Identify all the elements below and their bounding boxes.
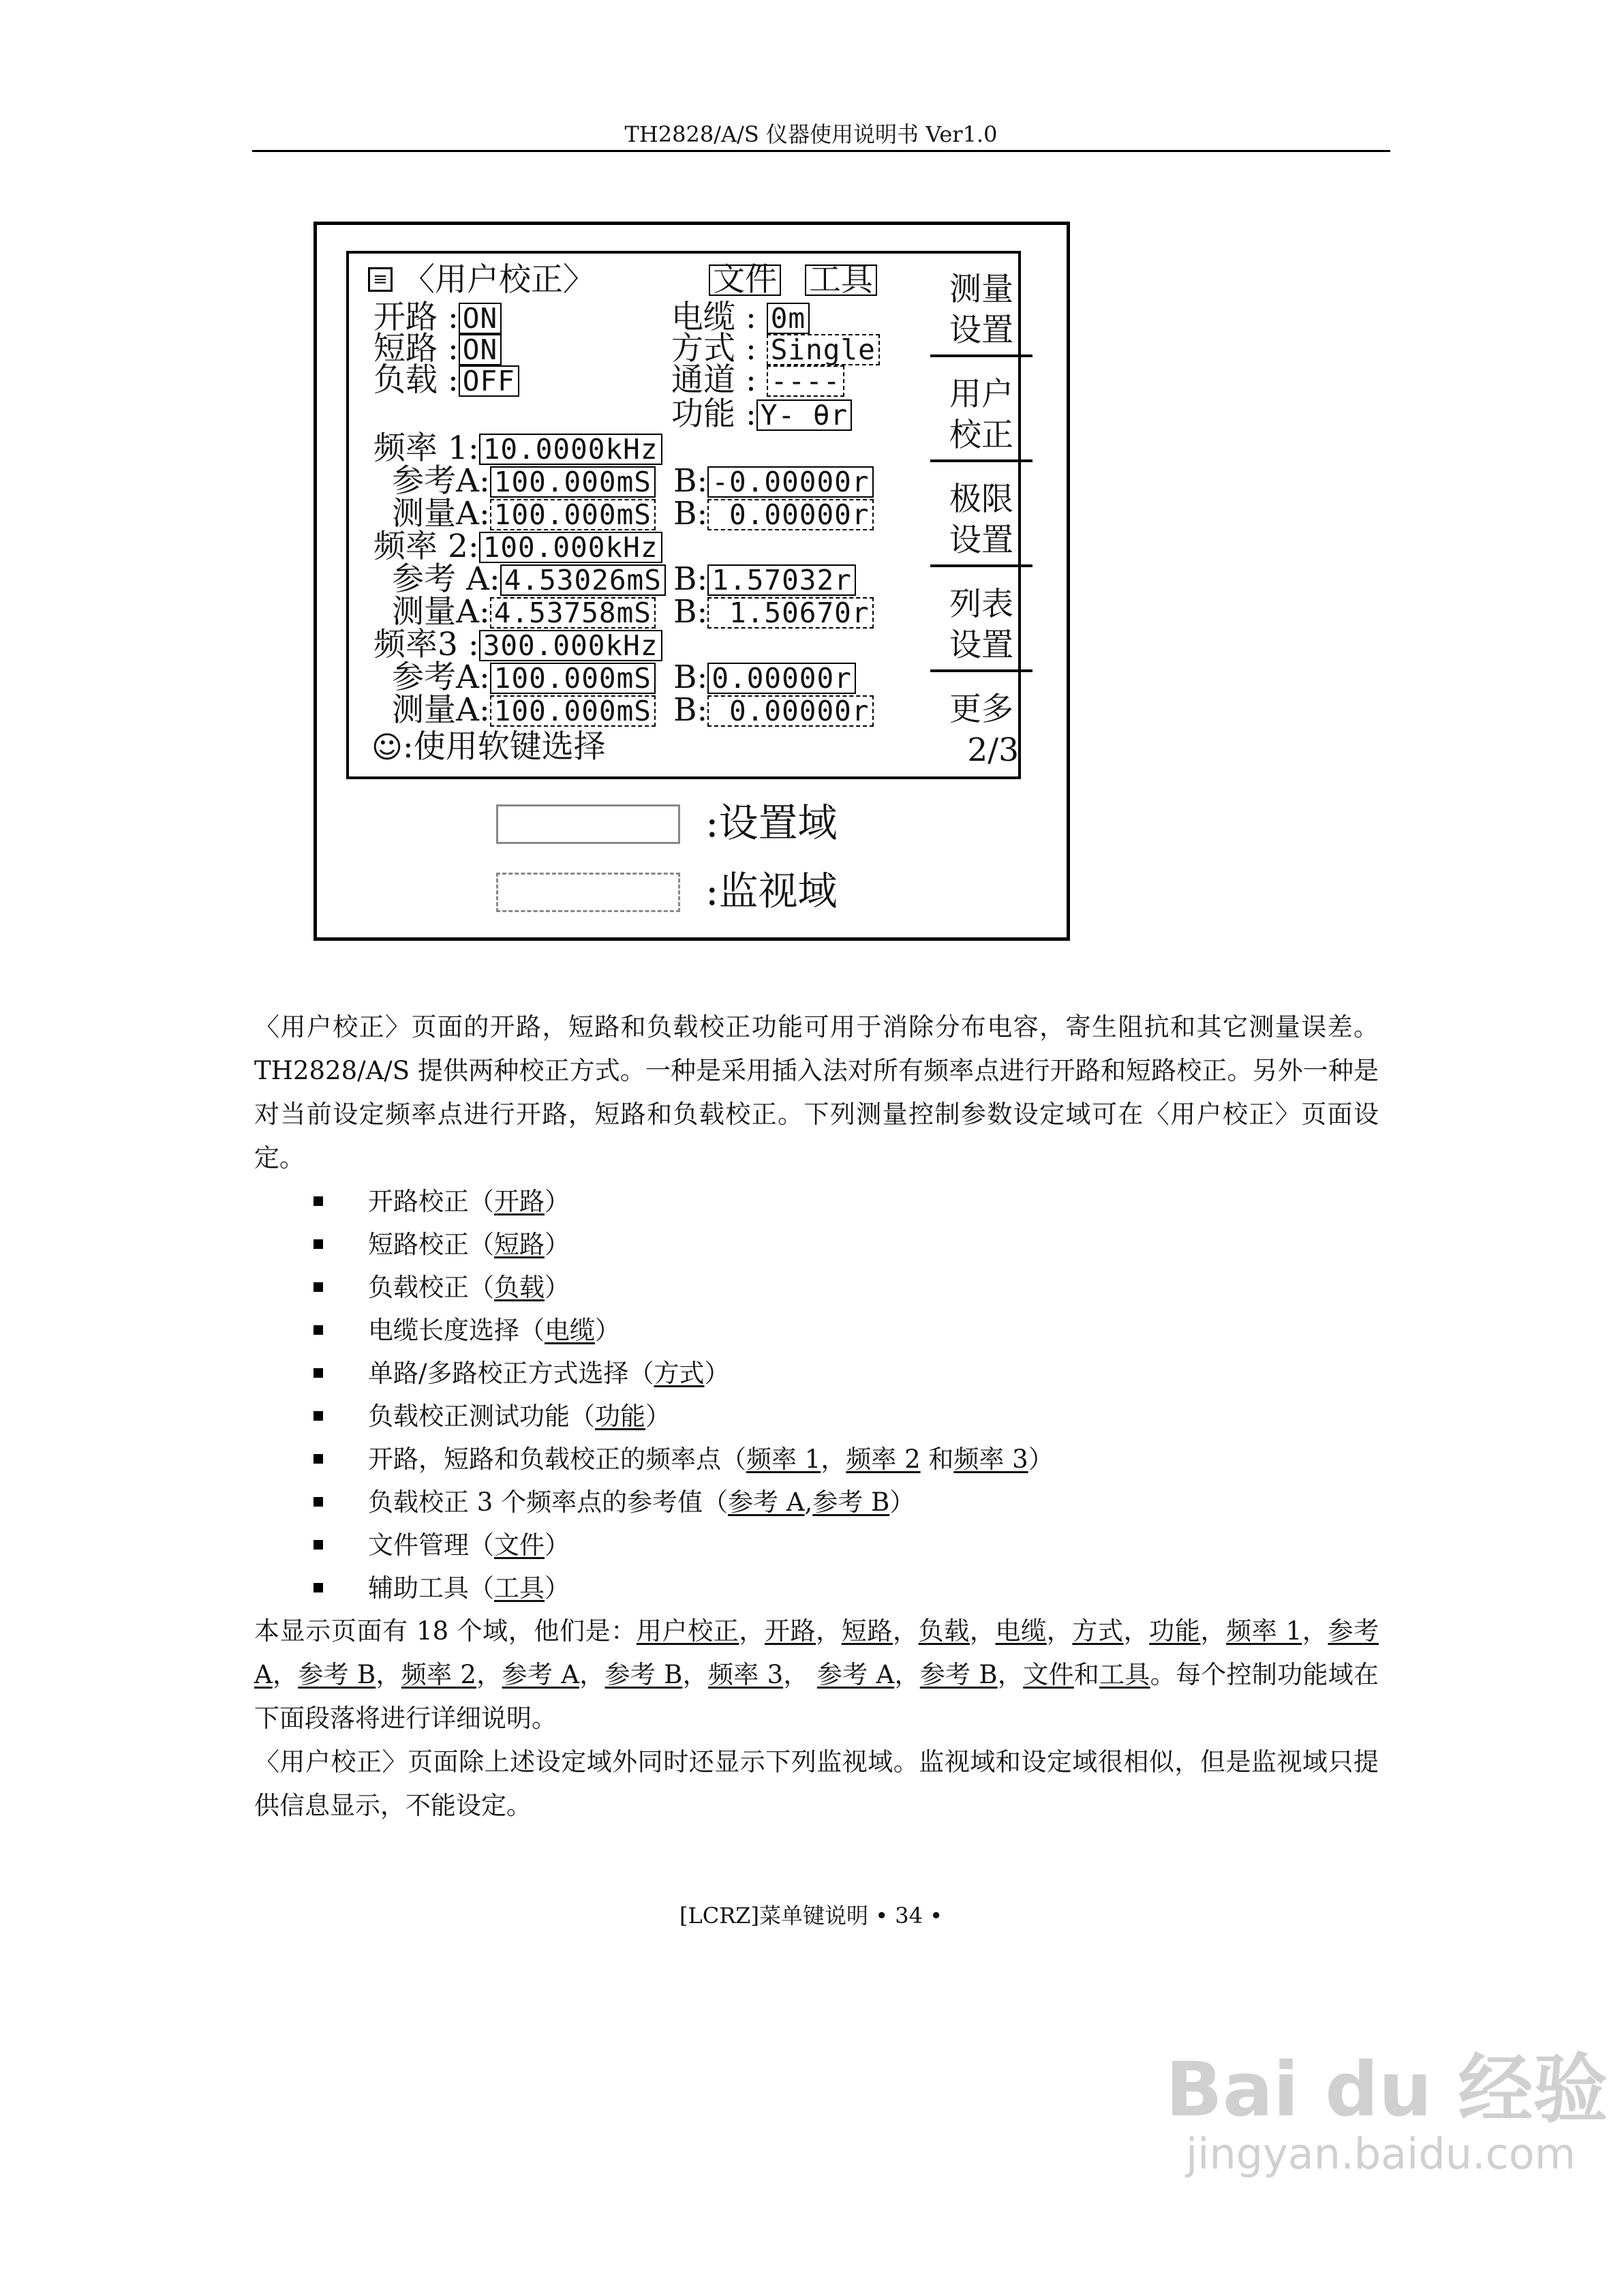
softkey-line1: 列表 [949, 586, 1013, 623]
watermark-url: jingyan.baidu.com [1186, 2129, 1576, 2179]
meas3-label: 测量A: [392, 691, 490, 729]
softkey-line1: 测量 [949, 271, 1013, 308]
bullet-item [313, 1223, 570, 1267]
ref2-label: 参考 A: [392, 560, 500, 598]
softkey-measure-setup[interactable] [930, 269, 1032, 351]
softkey-line1: 更多 [949, 691, 1013, 728]
softkey-divider [930, 669, 1032, 672]
bullet-item [313, 1309, 620, 1353]
meas2-label: 测量A: [392, 593, 490, 631]
channel-label: 通道 : [671, 361, 756, 399]
field-name: 参考 B [919, 1660, 998, 1689]
bullet-marker [313, 1454, 323, 1464]
lcd-title-row [368, 262, 595, 298]
bullet-item [313, 1567, 570, 1610]
ref3-a-value[interactable]: 100.000mS [490, 663, 656, 694]
meas2-b-row [673, 594, 874, 630]
bullet-tail: ） [545, 1573, 570, 1603]
softkey-panel [930, 269, 1032, 771]
ref1-b-value[interactable]: -0.00000r [707, 466, 873, 498]
bullet-sep: 和 [920, 1445, 954, 1474]
meas1-a-value: 100.000mS [490, 499, 656, 530]
field-name: 方式 [1072, 1616, 1124, 1646]
bullet-tail: ） [889, 1487, 915, 1517]
hint-text: :使用软键选择 [402, 728, 606, 766]
meas1-row [392, 496, 656, 532]
mode-value: Single [767, 334, 880, 365]
field-name: 参考 B [298, 1660, 376, 1689]
softkey-line2: 设置 [949, 522, 1013, 559]
bullet-item [313, 1180, 570, 1224]
intro-page-ref: 〈用户校正〉 [254, 1012, 412, 1042]
ref3-b-value[interactable]: 0.00000r [707, 663, 855, 694]
ref2-row [392, 562, 666, 597]
settings-field-legend-box [496, 804, 680, 844]
monitor-text: 页面除上述设定域外同时还显示下列监视域。监视域和设定域很相似，但是监视域只提供信息显示，不能设定。 [254, 1747, 1379, 1820]
bullet-tail: ） [545, 1187, 570, 1216]
channel-row [671, 363, 844, 398]
bullet-marker [313, 1239, 323, 1249]
meas3-row [392, 693, 656, 728]
watermark-logo: Bai du 经验 [1165, 2046, 1608, 2133]
bullet-tail: ） [704, 1359, 730, 1388]
short-label: 短路 : [373, 330, 459, 367]
softkey-user-correction[interactable] [930, 374, 1032, 456]
field-name: 参考 A [502, 1660, 579, 1689]
meas3-b-row [673, 693, 874, 728]
bullet-field: 短路 [494, 1230, 545, 1259]
freq3-row [373, 627, 662, 663]
monitor-field-legend-label: :监视域 [705, 868, 838, 914]
field-name: 频率 2 [401, 1660, 476, 1689]
bullet-field: 方式 [654, 1359, 705, 1388]
ref2-b-value[interactable]: 1.57032r [707, 564, 855, 596]
bullet-item [313, 1266, 570, 1310]
bullet-sep: ， [821, 1445, 846, 1474]
softkey-line2: 设置 [949, 626, 1013, 664]
bullet-text: 开路校正（ [368, 1187, 494, 1216]
bullet-text: 负载校正 3 个频率点的参考值（ [368, 1487, 729, 1517]
bullet-tail: ） [1028, 1445, 1054, 1474]
bullet-field: 工具 [494, 1573, 545, 1603]
bullet-tail: ） [545, 1530, 570, 1560]
field-name: 短路 [841, 1616, 893, 1646]
bullet-text: 单路/多路校正方式选择（ [368, 1359, 654, 1388]
baidu-watermark [1165, 2046, 1608, 2179]
softkey-more[interactable] [930, 689, 1032, 771]
fields-paragraph: 本显示页面有 18 个域，他们是：用户校正，开路，短路，负载，电缆，方式，功能，频率 1，参考 A，参考 B，频率 2，参考 A，参考 B，频率 3， 参考 A，参考 B，文件和工具。每个控制功能域在下面段落将进行详细说明。 [254, 1616, 1379, 1733]
load-value[interactable]: OFF [459, 365, 519, 397]
bullet-item [313, 1524, 570, 1567]
freq1-row [373, 431, 662, 466]
field-name: 开路 [764, 1616, 816, 1646]
bullet-item [313, 1481, 915, 1524]
ref1-a-value[interactable]: 100.000mS [490, 466, 656, 498]
meas1-b-value: 0.00000r [707, 499, 873, 530]
bullet-field: 参考 A [728, 1487, 805, 1517]
ref1-b-row [673, 464, 874, 499]
bullet-text: 负载校正（ [368, 1273, 494, 1302]
bullet-marker [313, 1497, 323, 1507]
bullet-field: 文件 [494, 1530, 545, 1560]
field-name: 文件 [1023, 1660, 1074, 1689]
field-name: 电缆 [995, 1616, 1047, 1646]
bullet-field: 电缆 [545, 1316, 595, 1345]
meas2-a-value: 4.53758mS [490, 597, 656, 629]
bullet-text: 负载校正测试功能（ [368, 1402, 595, 1431]
field-name: 参考 A [816, 1660, 895, 1689]
bullet-text: 辅助工具（ [368, 1573, 494, 1603]
ref2-b-row [673, 562, 856, 597]
bullet-tail: ） [545, 1230, 570, 1259]
header-rule [252, 150, 1390, 152]
monitor-field-legend-box [496, 873, 680, 912]
freq3-value[interactable]: 300.000kHz [479, 630, 662, 661]
page-header-title: TH2828/A/S 仪器使用说明书 Ver1.0 [624, 121, 998, 147]
monitor-paragraph [254, 1740, 1379, 1828]
field-name: 参考 A [254, 1616, 1379, 1689]
bullet-tail: ） [645, 1402, 671, 1431]
bullet-marker [313, 1368, 323, 1378]
intro-page-ref-2: 〈用户校正〉 [1144, 1100, 1302, 1129]
freq1-label: 频率 1: [373, 429, 479, 467]
field-name: 用户校正 [636, 1616, 739, 1646]
fields-and: 和 [1073, 1660, 1100, 1689]
freq2-label: 频率 2: [373, 528, 479, 565]
settings-field-legend-label: :设置域 [705, 800, 838, 846]
ref3-b-label: B: [673, 659, 708, 696]
field-name: 功能 [1149, 1616, 1201, 1646]
bullet-item [313, 1438, 1054, 1481]
softkey-line2: 设置 [949, 312, 1013, 349]
fields-intro: 本显示页面有 18 个域，他们是： [254, 1616, 637, 1646]
softkey-line2: 校正 [949, 417, 1013, 454]
softkey-line2: 2/3 [967, 731, 1019, 769]
bullet-text: 文件管理（ [368, 1530, 494, 1560]
cable-value[interactable]: 0m [767, 303, 810, 334]
softkey-divider [930, 459, 1032, 462]
file-tool-buttons [709, 262, 877, 298]
monitor-page-ref: 〈用户校正〉 [254, 1747, 408, 1777]
ref3-row [392, 660, 656, 695]
function-value[interactable]: Y- θr [756, 399, 852, 431]
tool-button[interactable]: 工具 [805, 265, 877, 296]
intro-paragraph [254, 1006, 1379, 1180]
bullet-field: 开路 [494, 1187, 545, 1216]
open-value[interactable]: ON [459, 303, 502, 334]
bullet-sep: , [804, 1487, 813, 1517]
function-label: 功能 : [671, 395, 756, 433]
page-title: 〈用户校正〉 [402, 261, 595, 299]
freq3-label: 频率3 : [373, 626, 479, 663]
meas1-label: 测量A: [392, 495, 490, 532]
ref1-label: 参考A: [392, 462, 490, 500]
function-row [671, 397, 852, 432]
bullet-item [313, 1352, 729, 1395]
softkey-list-setup[interactable] [930, 584, 1032, 666]
meas3-a-value: 100.000mS [490, 695, 656, 727]
ref2-a-value[interactable]: 4.53026mS [500, 564, 666, 596]
bullet-text: 电缆长度选择（ [368, 1316, 545, 1345]
meas2-row [392, 594, 656, 630]
freq1-value[interactable]: 10.0000kHz [479, 434, 662, 465]
field-name: 频率 3 [707, 1660, 784, 1689]
ref1-b-label: B: [673, 462, 708, 500]
softkey-divider [930, 354, 1032, 357]
bullet-field: 频率 3 [953, 1445, 1028, 1474]
bullet-field: 频率 1 [746, 1445, 821, 1474]
meas1-b-row [673, 496, 874, 532]
ref2-b-label: B: [673, 560, 708, 598]
bullet-field: 负载 [494, 1273, 545, 1302]
smiley-icon: ☺ [371, 730, 403, 765]
meas2-b-value: 1.50670r [707, 597, 873, 629]
softkey-line1: 极限 [949, 481, 1013, 518]
short-value[interactable]: ON [459, 334, 502, 365]
bullet-item [313, 1395, 671, 1438]
menu-icon: ≡ [368, 267, 393, 292]
bullet-text: 短路校正（ [368, 1230, 494, 1259]
open-label: 开路 : [373, 299, 459, 336]
load-label: 负载 : [373, 361, 459, 399]
field-name: 工具 [1099, 1660, 1150, 1689]
softkey-limit-setup[interactable] [930, 479, 1032, 561]
ref3-label: 参考A: [392, 659, 490, 696]
meas2-b-label: B: [673, 593, 708, 631]
field-name: 频率 1 [1226, 1616, 1302, 1646]
bullet-text: 开路，短路和负载校正的频率点（ [368, 1445, 746, 1474]
meas3-b-label: B: [673, 691, 708, 729]
fields-end: 。每个控制功能域在下面段落将进行详细说明。 [254, 1660, 1379, 1733]
mode-label: 方式 : [671, 330, 756, 367]
meas1-b-label: B: [673, 495, 708, 532]
bullet-tail: ） [545, 1273, 570, 1302]
intro-text-end: 页面设定。 [254, 1100, 1379, 1173]
bullet-marker [313, 1325, 323, 1335]
load-row [373, 363, 519, 398]
freq2-value[interactable]: 100.000kHz [479, 532, 662, 563]
field-name: 参考 B [605, 1660, 683, 1689]
ref1-row [392, 464, 656, 499]
bullet-field: 频率 2 [846, 1445, 921, 1474]
bullet-marker [313, 1540, 323, 1550]
softkey-divider [930, 564, 1032, 567]
intro-text: 页面的开路，短路和负载校正功能可用于消除分布电容，寄生阻抗和其它测量误差。TH2828/A/S 提供两种校正方式。一种是采用插入法对所有频率点进行开路和短路校正。另外一种是对当前设定频率点进行开路，短路和负载校正。下列测量控制参数设定域可在 [254, 1012, 1379, 1129]
cable-label: 电缆 : [671, 299, 756, 336]
bullet-marker [313, 1411, 323, 1421]
hint-row [371, 729, 606, 766]
bullet-marker [313, 1282, 323, 1292]
softkey-line1: 用户 [949, 376, 1013, 413]
file-button[interactable]: 文件 [709, 265, 781, 296]
bullet-field: 功能 [595, 1402, 645, 1431]
field-name: 负载 [918, 1616, 970, 1646]
bullet-marker [313, 1583, 323, 1592]
bullet-marker [313, 1196, 323, 1206]
freq2-row [373, 529, 662, 564]
ref3-b-row [673, 660, 856, 695]
bullet-field: 参考 B [812, 1487, 890, 1517]
channel-value: ---- [767, 365, 845, 397]
meas3-b-value: 0.00000r [707, 695, 873, 727]
bullet-tail: ） [595, 1316, 620, 1345]
page-footer: [LCRZ]菜单键说明 • 34 • [679, 1903, 943, 1929]
